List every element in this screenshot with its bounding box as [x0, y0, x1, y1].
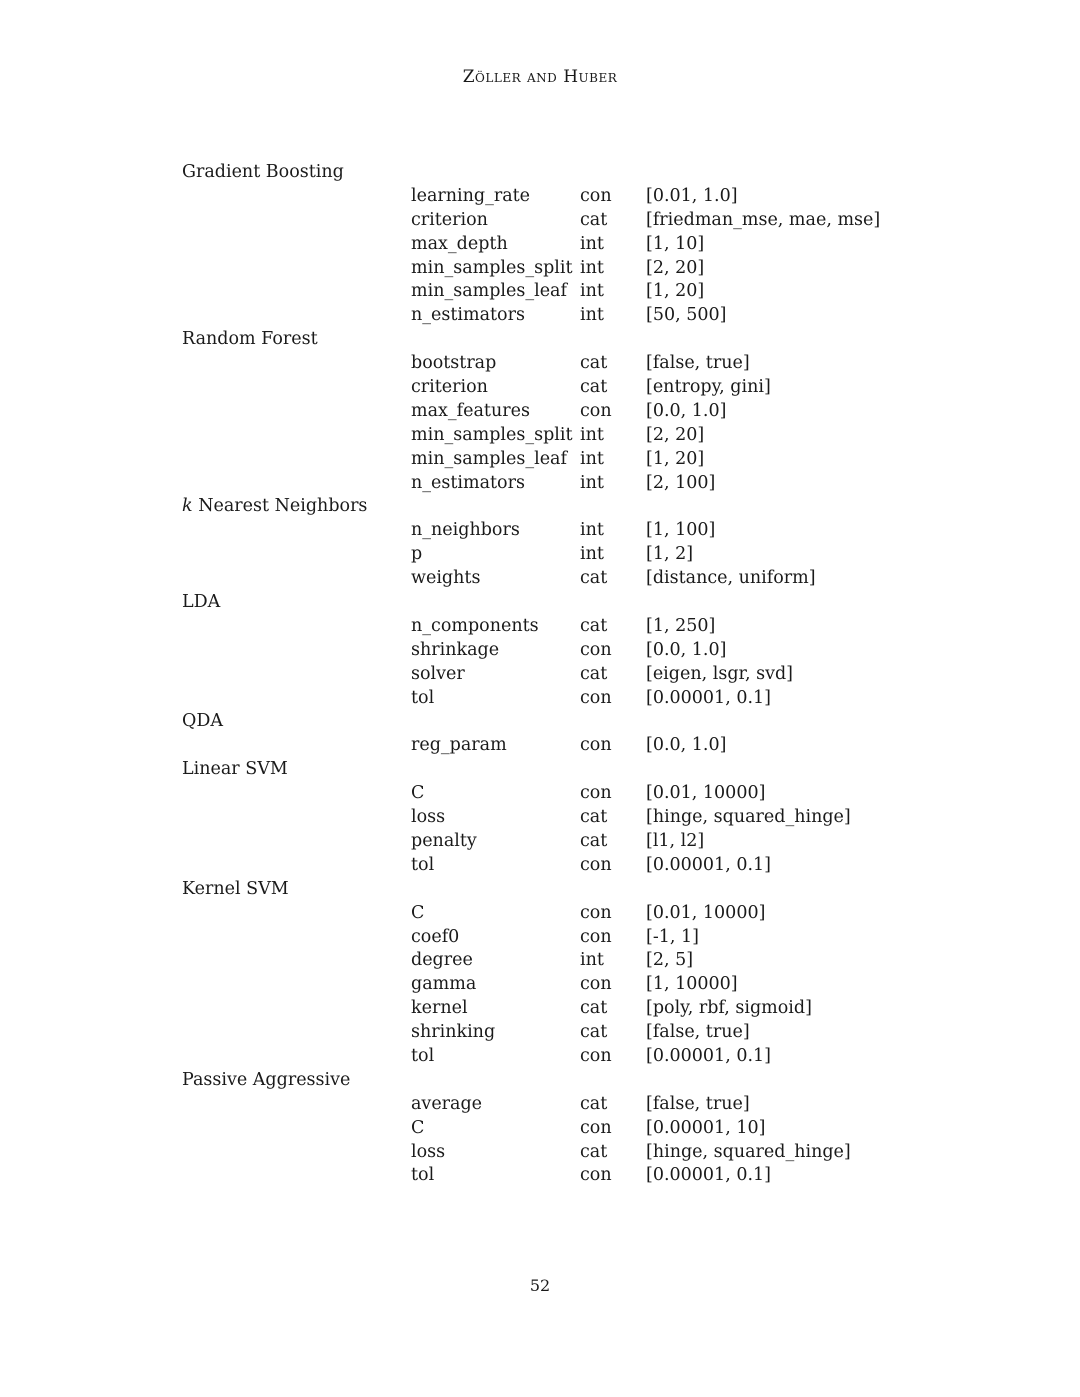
param-type: con [580, 1165, 612, 1186]
param-range: [-1, 1] [646, 926, 699, 947]
param-type: cat [580, 807, 608, 828]
param-range: [friedman_mse, mae, mse] [646, 209, 881, 230]
page-number: 52 [529, 1276, 551, 1295]
param-row [182, 926, 902, 950]
param-range: [false, true] [646, 1022, 750, 1043]
algorithm-name [182, 710, 223, 734]
algorithm-name-text: Linear SVM [182, 759, 288, 780]
param-row [182, 782, 902, 806]
param-row [182, 734, 902, 758]
param-name: kernel [411, 998, 468, 1019]
param-name: n_neighbors [411, 520, 520, 541]
param-range: [0.01, 10000] [646, 902, 766, 923]
algorithm-name-text: QDA [182, 711, 224, 732]
param-type: con [580, 1045, 612, 1066]
param-type: cat [580, 1093, 608, 1114]
param-row [182, 472, 902, 496]
param-row [182, 400, 902, 424]
algorithm-name-text: Kernel SVM [182, 878, 289, 899]
algorithm-name-text: Gradient Boosting [182, 162, 344, 182]
param-type: con [580, 926, 612, 947]
param-range: [50, 500] [646, 305, 727, 326]
param-range: [0.00001, 0.1] [646, 1165, 771, 1186]
param-row [182, 1045, 902, 1069]
param-name: criterion [411, 377, 488, 398]
param-type: con [580, 400, 612, 421]
param-type: con [580, 974, 612, 995]
param-name: bootstrap [411, 353, 497, 374]
param-name: average [411, 1093, 483, 1114]
param-name: n_estimators [411, 472, 525, 493]
param-range: [1, 20] [646, 281, 705, 302]
algorithm-row [182, 161, 902, 185]
param-name: max_depth [411, 233, 508, 254]
param-row [182, 1021, 902, 1045]
param-type: con [580, 902, 612, 923]
param-row [182, 543, 902, 567]
param-row [182, 185, 902, 209]
param-name: gamma [411, 974, 477, 995]
param-row [182, 687, 902, 711]
param-name: solver [411, 663, 465, 684]
param-range: [2, 20] [646, 424, 705, 445]
param-row [182, 973, 902, 997]
param-range: [0.0, 1.0] [646, 639, 727, 660]
param-name: tol [411, 687, 435, 708]
param-range: [0.00001, 10] [646, 1117, 766, 1138]
param-row [182, 949, 902, 973]
param-type: con [580, 185, 612, 206]
algorithm-name [182, 161, 344, 185]
param-name: coef0 [411, 926, 460, 947]
param-range: [poly, rbf, sigmoid] [646, 998, 812, 1019]
param-name: min_samples_split [411, 424, 573, 445]
param-name: penalty [411, 830, 477, 851]
param-name: C [411, 1117, 425, 1138]
param-range: [0.00001, 0.1] [646, 687, 771, 708]
param-range: [0.01, 1.0] [646, 185, 738, 206]
param-type: cat [580, 998, 608, 1019]
param-row [182, 830, 902, 854]
param-range: [0.0, 1.0] [646, 735, 727, 756]
param-name: learning_rate [411, 185, 531, 206]
param-name: min_samples_split [411, 257, 573, 278]
param-type: int [580, 424, 604, 445]
algorithm-row [182, 591, 902, 615]
algorithm-row [182, 878, 902, 902]
param-row [182, 209, 902, 233]
param-range: [1, 10000] [646, 974, 738, 995]
param-name: loss [411, 807, 446, 828]
algorithm-name [182, 878, 289, 902]
param-range: [0.01, 10000] [646, 783, 766, 804]
algorithm-name [182, 495, 367, 519]
param-type: cat [580, 663, 608, 684]
param-type: int [580, 233, 604, 254]
param-row [182, 424, 902, 448]
param-type: int [580, 448, 604, 469]
param-type: cat [580, 353, 608, 374]
param-type: cat [580, 568, 608, 589]
param-range: [l1, l2] [646, 830, 705, 851]
algorithm-name [182, 758, 288, 782]
param-name: loss [411, 1141, 446, 1162]
param-range: [entropy, gini] [646, 377, 771, 398]
param-range: [hinge, squared_hinge] [646, 807, 851, 828]
param-type: int [580, 950, 604, 971]
param-name: min_samples_leaf [411, 281, 567, 302]
param-type: cat [580, 1022, 608, 1043]
param-type: con [580, 735, 612, 756]
param-row [182, 448, 902, 472]
param-row [182, 1164, 902, 1188]
param-name: n_components [411, 615, 539, 636]
algorithm-name [182, 591, 220, 615]
param-row [182, 1117, 902, 1141]
param-name: max_features [411, 400, 530, 421]
param-range: [hinge, squared_hinge] [646, 1141, 851, 1162]
param-name: C [411, 902, 425, 923]
param-row [182, 519, 902, 543]
param-row [182, 376, 902, 400]
param-range: [0.00001, 0.1] [646, 854, 771, 875]
hyperparameter-table [182, 161, 902, 1188]
running-head: Zöller and Huber [462, 67, 618, 87]
param-row [182, 806, 902, 830]
algorithm-name [182, 1069, 350, 1093]
param-range: [eigen, lsgr, svd] [646, 663, 793, 684]
algorithm-row [182, 495, 902, 519]
param-range: [0.0, 1.0] [646, 400, 727, 421]
param-type: con [580, 1117, 612, 1138]
param-type: cat [580, 377, 608, 398]
param-type: int [580, 544, 604, 565]
param-row [182, 854, 902, 878]
param-range: [1, 2] [646, 544, 694, 565]
algorithm-name-italic: k [182, 496, 193, 517]
param-name: tol [411, 1045, 435, 1066]
param-row [182, 997, 902, 1021]
param-range: [false, true] [646, 353, 750, 374]
param-name: n_estimators [411, 305, 525, 326]
param-name: tol [411, 854, 435, 875]
param-range: [0.00001, 0.1] [646, 1045, 771, 1066]
algorithm-name-text: Passive Aggressive [182, 1069, 351, 1090]
param-type: con [580, 639, 612, 660]
algorithm-name-text: LDA [182, 592, 221, 613]
param-row [182, 902, 902, 926]
param-type: int [580, 520, 604, 541]
param-type: int [580, 257, 604, 278]
param-range: [distance, uniform] [646, 568, 816, 589]
param-range: [false, true] [646, 1093, 750, 1114]
param-row [182, 663, 902, 687]
param-row [182, 1141, 902, 1165]
param-range: [1, 20] [646, 448, 705, 469]
param-row [182, 639, 902, 663]
algorithm-name-text: Random Forest [182, 329, 318, 350]
param-range: [2, 20] [646, 257, 705, 278]
algorithm-name-text: Nearest Neighbors [198, 496, 368, 517]
param-type: int [580, 281, 604, 302]
param-type: int [580, 472, 604, 493]
param-type: cat [580, 209, 608, 230]
param-name: C [411, 783, 425, 804]
param-type: con [580, 854, 612, 875]
param-range: [1, 10] [646, 233, 705, 254]
algorithm-row [182, 758, 902, 782]
algorithm-row [182, 710, 902, 734]
param-type: cat [580, 615, 608, 636]
param-range: [1, 250] [646, 615, 716, 636]
param-type: con [580, 687, 612, 708]
param-name: criterion [411, 209, 488, 230]
param-row [182, 615, 902, 639]
param-type: con [580, 783, 612, 804]
param-range: [2, 5] [646, 950, 694, 971]
param-row [182, 567, 902, 591]
param-type: int [580, 305, 604, 326]
param-name: tol [411, 1165, 435, 1186]
param-name: reg_param [411, 735, 507, 756]
param-row [182, 257, 902, 281]
param-type: cat [580, 830, 608, 851]
param-name: min_samples_leaf [411, 448, 567, 469]
param-row [182, 304, 902, 328]
param-row [182, 280, 902, 304]
param-name: degree [411, 950, 473, 971]
param-row [182, 1093, 902, 1117]
param-name: p [411, 544, 423, 565]
param-name: shrinking [411, 1022, 496, 1043]
param-row [182, 352, 902, 376]
algorithm-row [182, 1069, 902, 1093]
algorithm-name [182, 328, 318, 352]
param-range: [1, 100] [646, 520, 716, 541]
param-name: shrinkage [411, 639, 500, 660]
param-name: weights [411, 568, 481, 589]
param-row [182, 233, 902, 257]
param-type: cat [580, 1141, 608, 1162]
param-range: [2, 100] [646, 472, 716, 493]
algorithm-row [182, 328, 902, 352]
